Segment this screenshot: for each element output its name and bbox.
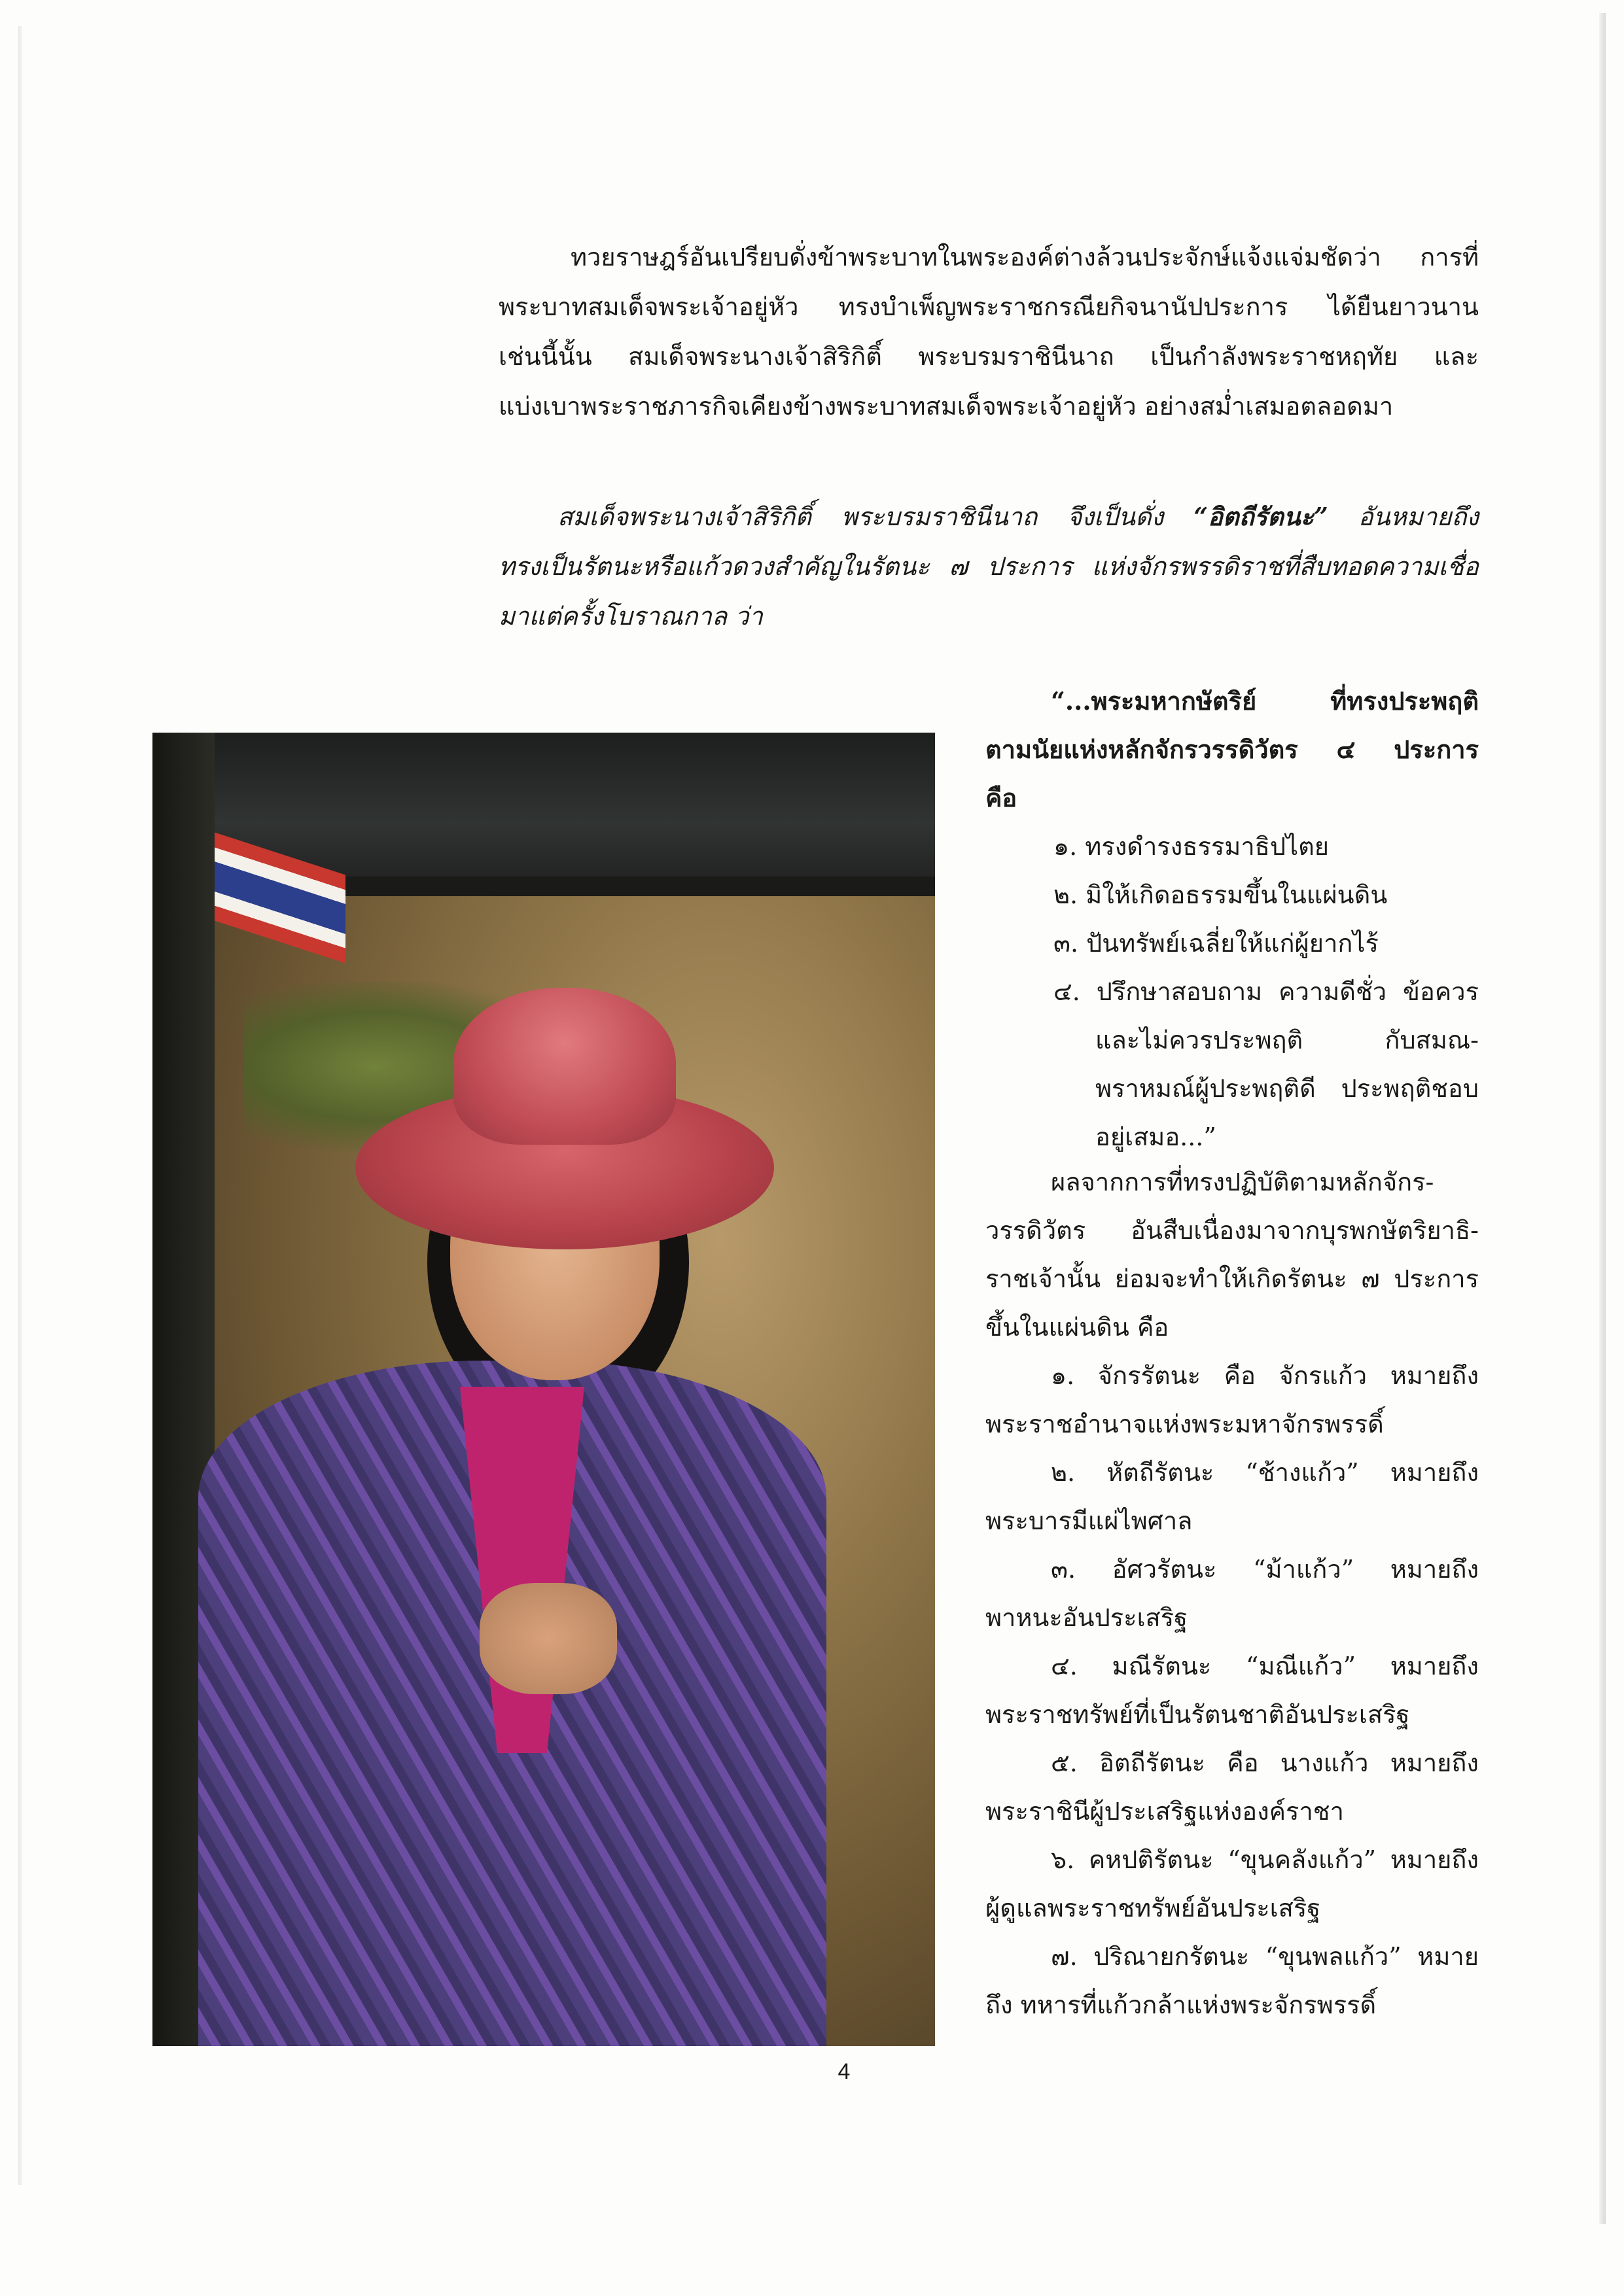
queen-portrait-photo bbox=[152, 733, 935, 2046]
itthi-ratana-term: “อิตถีรัตนะ” bbox=[1193, 502, 1328, 531]
gem-line: ทรงเป็นรัตนะหรือแก้วดวงสำคัญในรัตนะ ๗ ประการ แห่งจักรพรรดิราชที่สืบทอดความเชื่อ bbox=[499, 552, 1479, 581]
gem-item-tail: ผู้ดูแลพระราชทรัพย์อันประเสริฐ bbox=[985, 1894, 1321, 1922]
intro-line: แบ่งเบาพระราชภารกิจเคียงข้างพระบาทสมเด็จพระเจ้าอยู่หัว อย่างสม่ำเสมอตลอดมา bbox=[499, 392, 1394, 421]
seven-gems-section bbox=[985, 1158, 1479, 2029]
intro-paragraph bbox=[499, 232, 1479, 431]
quote-list-item: ๓. ปันทรัพย์เฉลี่ยให้แก่ผู้ยากไร้ bbox=[1053, 929, 1379, 958]
scan-edge-right bbox=[1599, 13, 1606, 2224]
quote-line: ตามนัยแห่งหลักจักรวรรดิวัตร ๔ ประการ bbox=[985, 735, 1479, 764]
photo-hat bbox=[355, 988, 774, 1249]
quote-line: คือ bbox=[985, 783, 1017, 812]
itthi-ratana-paragraph bbox=[499, 492, 1479, 641]
quote-line: “...พระมหากษัตริย์ ที่ทรงประพฤติ bbox=[1051, 686, 1479, 716]
gem-item-tail: พระราชทรัพย์ที่เป็นรัตนชาติอันประเสริฐ bbox=[985, 1700, 1410, 1729]
result-line: ขึ้นในแผ่นดิน คือ bbox=[985, 1313, 1169, 1342]
gem-item-tail: พระราชินีผู้ประเสริฐแห่งองค์ราชา bbox=[985, 1797, 1344, 1826]
gem-item-tail: พระราชอำนาจแห่งพระมหาจักรพรรดิ์ bbox=[985, 1410, 1384, 1438]
intro-line: เช่นนี้นั้น สมเด็จพระนางเจ้าสิริกิติ์ พระบรมราชินีนาถ เป็นกำลังพระราชหฤทัย และ bbox=[499, 342, 1479, 371]
quote-list-continuation: และไม่ควรประพฤติ กับสมณ- bbox=[1095, 1026, 1479, 1054]
intro-line: ทวยราษฎร์อันเปรียบดั่งข้าพระบาทในพระองค์ต่างล้วนประจักษ์แจ้งแจ่มชัดว่า การที่ bbox=[571, 243, 1479, 271]
scan-edge-left bbox=[18, 26, 22, 2185]
quote-list-item: ๔. ปรึกษาสอบถาม ความดีชั่ว ข้อควร bbox=[1053, 977, 1479, 1006]
intro-line: พระบาทสมเด็จพระเจ้าอยู่หัว ทรงบำเพ็ญพระราชกรณียกิจนานัปประการ ได้ยืนยาวนาน bbox=[499, 292, 1479, 321]
hat-crown bbox=[453, 988, 676, 1145]
quote-list-item: ๒. มิให้เกิดอธรรมขึ้นในแผ่นดิน bbox=[1053, 880, 1388, 909]
gem-line-text: อันหมายถึง bbox=[1328, 502, 1479, 531]
page-number: 4 bbox=[838, 2059, 851, 2084]
quote-list-item: ๑. ทรงดำรงธรรมาธิปไตย bbox=[1053, 832, 1330, 861]
gem-item-head: ๗. ปริณายกรัตนะ “ขุนพลแก้ว” หมาย bbox=[1051, 1942, 1479, 1971]
gem-item-head: ๔. มณีรัตนะ “มณีแก้ว” หมายถึง bbox=[1051, 1652, 1479, 1680]
chakravartin-quote bbox=[985, 677, 1479, 1161]
gem-line bbox=[499, 492, 1479, 542]
result-line: ราชเจ้านั้น ย่อมจะทำให้เกิดรัตนะ ๗ ประการ bbox=[985, 1264, 1479, 1293]
result-line: วรรดิวัตร อันสืบเนื่องมาจากบุรพกษัตริยาธิ- bbox=[985, 1216, 1479, 1245]
gem-item-tail: พาหนะอันประเสริฐ bbox=[985, 1603, 1188, 1632]
photo-hand bbox=[480, 1583, 617, 1694]
quote-list-continuation: พราหมณ์ผู้ประพฤติดี ประพฤติชอบ bbox=[1095, 1074, 1479, 1103]
gem-item-head: ๑. จักรรัตนะ คือ จักรแก้ว หมายถึง bbox=[1051, 1361, 1479, 1390]
gem-item-tail: ถึง ทหารที่แก้วกล้าแห่งพระจักรพรรดิ์ bbox=[985, 1991, 1377, 2019]
gem-item-tail: พระบารมีแผ่ไพศาล bbox=[985, 1506, 1193, 1535]
gem-line-text: สมเด็จพระนางเจ้าสิริกิติ์ พระบรมราชินีนาถ จึงเป็นดั่ง bbox=[557, 502, 1194, 531]
result-line: ผลจากการที่ทรงปฏิบัติตามหลักจักร- bbox=[1051, 1168, 1434, 1196]
gem-item-head: ๓. อัศวรัตนะ “ม้าแก้ว” หมายถึง bbox=[1051, 1555, 1479, 1584]
gem-line: มาแต่ครั้งโบราณกาล ว่า bbox=[499, 602, 763, 631]
gem-item-head: ๖. คหปติรัตนะ “ขุนคลังแก้ว” หมายถึง bbox=[1051, 1845, 1479, 1874]
gem-item-head: ๒. หัตถีรัตนะ “ช้างแก้ว” หมายถึง bbox=[1051, 1458, 1479, 1487]
quote-list-continuation: อยู่เสมอ...” bbox=[1095, 1122, 1216, 1151]
gem-item-head: ๕. อิตถีรัตนะ คือ นางแก้ว หมายถึง bbox=[1051, 1748, 1479, 1777]
